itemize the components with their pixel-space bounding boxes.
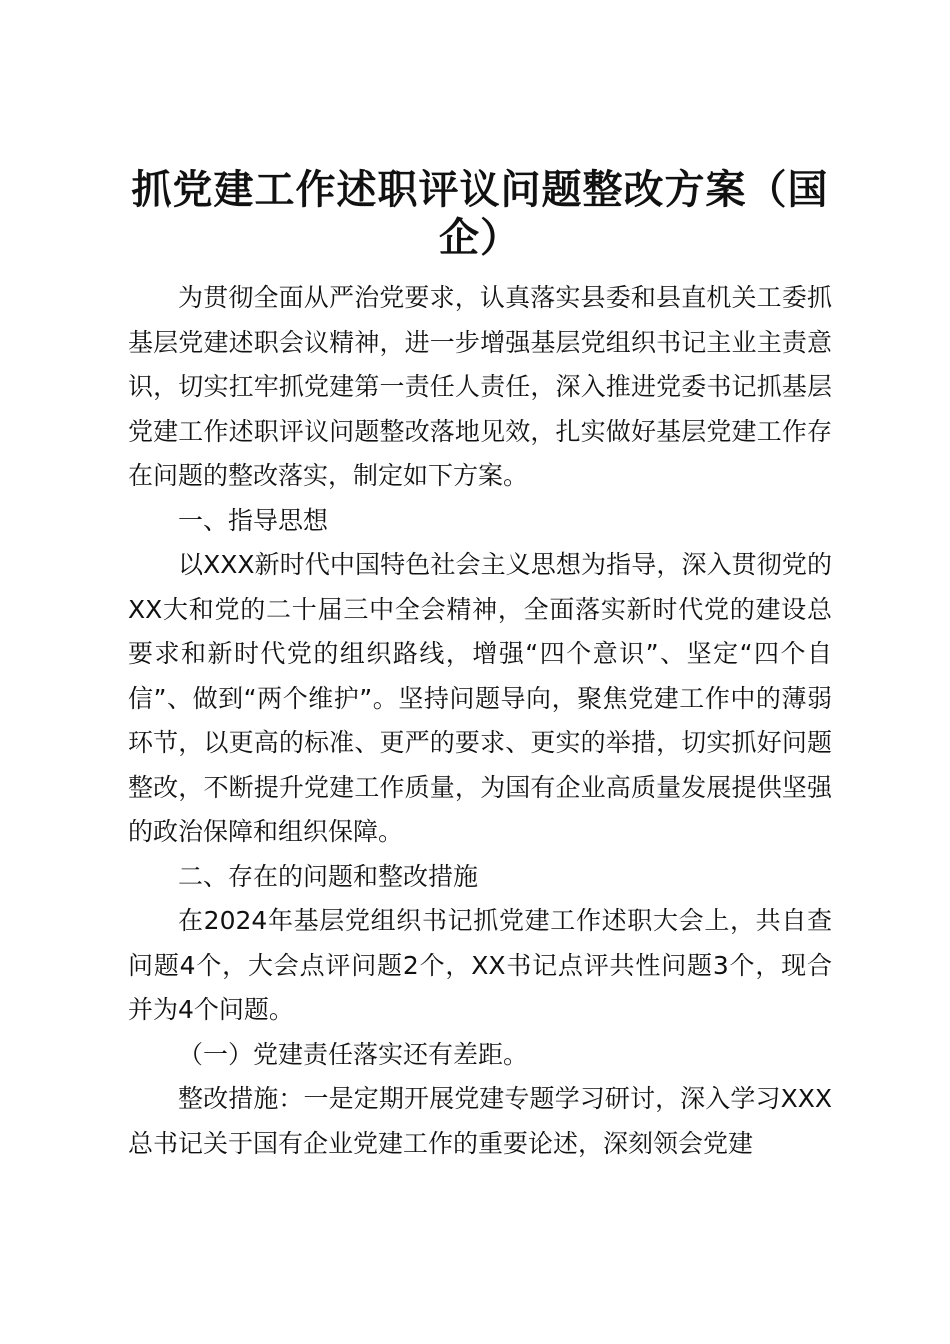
document-body	[128, 276, 832, 1166]
section-heading-problems-measures: 二、存在的问题和整改措施	[178, 861, 479, 891]
document-title: 抓党建工作述职评议问题整改方案（国企）	[131, 166, 829, 261]
subsection-heading-responsibility-gap: （一）党建责任落实还有差距。	[178, 1039, 529, 1069]
rectification-measures-paragraph: 整改措施：一是定期开展党建专题学习研讨，深入学习XXX总书记关于国有企业党建工作的重要论述，深刻领会党建	[128, 1084, 832, 1158]
guiding-ideology-paragraph: 以XXX新时代中国特色社会主义思想为指导，深入贯彻党的XX大和党的二十届三中全会精神，全面落实新时代党的建设总要求和新时代党的组织路线，增强“四个意识”、坚定“四个自信”、做到“两个维护”。坚持问题导向，聚焦党建工作中的薄弱环节，以更高的标准、更严的要求、更实的举措，切实抓好问题整改，不断提升党建工作质量，为国有企业高质量发展提供坚强的政治保障和组织保障。	[128, 550, 832, 846]
problems-summary-paragraph: 在2024年基层党组织书记抓党建工作述职大会上，共自查问题4个，大会点评问题2个，XX书记点评共性问题3个，现合并为4个问题。	[128, 906, 832, 1024]
intro-paragraph: 为贯彻全面从严治党要求，认真落实县委和县直机关工委抓基层党建述职会议精神，进一步增强基层党组织书记主业主责意识，切实扛牢抓党建第一责任人责任，深入推进党委书记抓基层党建工作述职评议问题整改落地见效，扎实做好基层党建工作存在问题的整改落实，制定如下方案。	[128, 283, 832, 490]
section-heading-guiding-ideology: 一、指导思想	[178, 505, 329, 535]
